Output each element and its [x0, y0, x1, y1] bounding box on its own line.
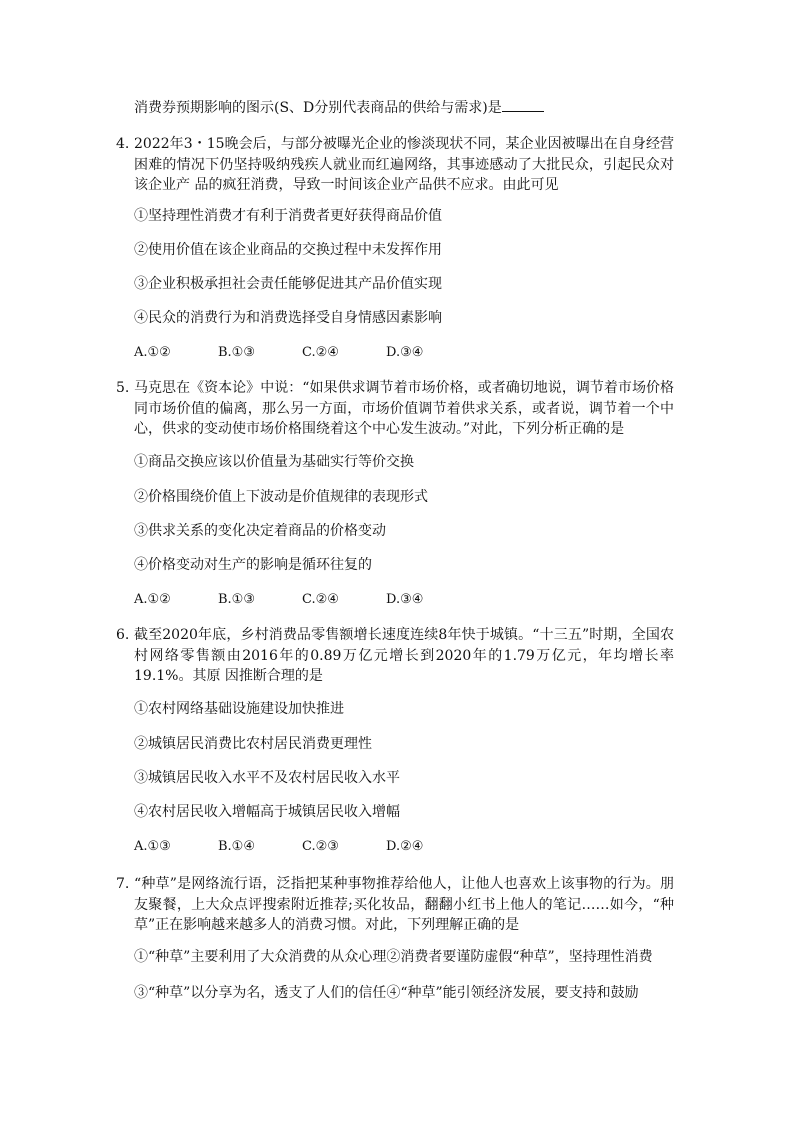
question-4-stem: 2022年3・15晚会后，与部分被曝光企业的惨淡现状不同，某企业因被曝出在自身经营困难的情况下仍坚持吸纳残疾人就业而红遍网络，其事迹感动了大批民众，引起民众对该企业产 品的疯狂消费，导致一时间该企业产品供不应求。由此可见: [134, 136, 674, 193]
choice-a: A.①②: [134, 345, 171, 360]
choice-c: C.②④: [302, 592, 339, 607]
question-6-option-1: ①农村网络基础设施建设加快推进: [134, 701, 344, 717]
question-7-option-1: ①“种草”主要利用了大众消费的从众心理②消费者要谨防虚假“种草”，坚持理性消费: [134, 949, 653, 965]
answer-blank: [502, 97, 544, 112]
question-7-number: 7.: [116, 876, 130, 892]
question-5-option-2: ②价格围绕价值上下波动是价值规律的表现形式: [134, 489, 428, 505]
choice-a: A.①②: [134, 592, 171, 607]
choice-a: A.①③: [134, 839, 171, 854]
question-6-number: 6.: [116, 627, 130, 643]
choice-c: C.②④: [302, 345, 339, 360]
question-5-choices: [134, 590, 470, 610]
question-7-stem: “种草”是网络流行语，泛指把某种事物推荐给他人，让他人也喜欢上该事物的行为。朋友聚餐，上大众点评搜索附近推荐;买化妆品，翻翻小红书上他人的笔记……如今，“种草”正在影响越来越多人的消费习惯。对此，下列理解正确的是: [134, 876, 674, 933]
question-5-option-3: ③供求关系的变化决定着商品的价格变动: [134, 523, 386, 539]
choice-d: D.②④: [386, 839, 424, 854]
question-6-option-4: ④农村居民收入增幅高于城镇居民收入增幅: [134, 804, 400, 820]
question-7-option-2: ③“种草”以分享为名，透支了人们的信任④“种草”能引领经济发展，要支持和鼓励: [134, 985, 639, 1001]
question-4-number: 4.: [116, 136, 130, 152]
question-5-number: 5.: [116, 380, 130, 396]
question-6-choices: [134, 837, 470, 857]
question-5-option-4: ④价格变动对生产的影响是循环往复的: [134, 557, 372, 573]
question-4-option-4: ④民众的消费行为和消费选择受自身情感因素影响: [134, 310, 442, 326]
question-5-option-1: ①商品交换应该以价值量为基础实行等价交换: [134, 454, 414, 470]
question-4-choices: [134, 343, 470, 363]
intro-line: [134, 97, 544, 118]
choice-d: D.③④: [386, 345, 424, 360]
choice-b: B.①③: [218, 592, 255, 607]
question-4-option-3: ③企业积极承担社会责任能够促进其产品价值实现: [134, 276, 442, 292]
choice-d: D.③④: [386, 592, 424, 607]
choice-b: B.①③: [218, 345, 255, 360]
question-5-stem: 马克思在《资本论》中说：“如果供求调节着市场价格，或者确切地说，调节着市场价格同市场价值的偏离，那么另一方面，市场价值调节着供求关系，或者说，调节着一个中心，供求的变动使市场价格围绕着这个中心发生波动。”对此，下列分析正确的是: [134, 380, 674, 437]
question-6-option-2: ②城镇居民消费比农村居民消费更理性: [134, 736, 372, 752]
question-6-stem: 截至2020年底，乡村消费品零售额增长速度连续8年快于城镇。“十三五”时期，全国农村网络零售额由2016年的0.89万亿元增长到2020年的1.79万亿元，年均增长率19.1%。其原 因推断合理的是: [134, 627, 674, 684]
choice-c: C.②③: [302, 839, 339, 854]
question-6-option-3: ③城镇居民收入水平不及农村居民收入水平: [134, 770, 400, 786]
question-4-option-2: ②使用价值在该企业商品的交换过程中未发挥作用: [134, 242, 442, 258]
intro-text: 消费券预期影响的图示(S、D分别代表商品的供给与需求)是: [134, 100, 502, 116]
question-4-option-1: ①坚持理性消费才有利于消费者更好获得商品价值: [134, 208, 442, 224]
choice-b: B.①④: [218, 839, 255, 854]
